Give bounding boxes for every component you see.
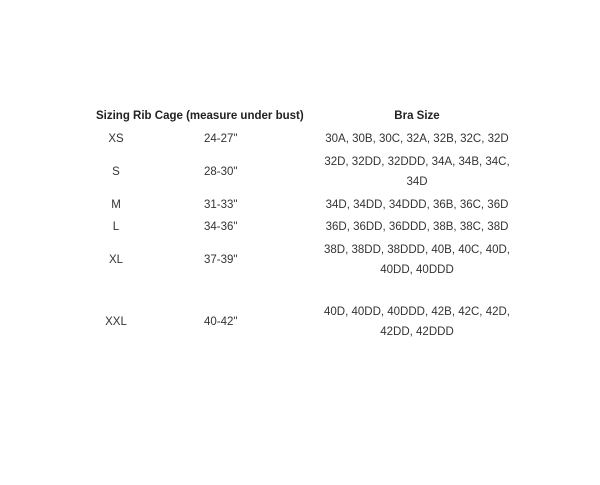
size-chart-table: [96, 104, 524, 344]
bra-size-cell: 32D, 32DD, 32DDD, 34A, 34B, 34C, 34D: [324, 156, 510, 188]
rib-cage-cell: 34-36": [204, 221, 238, 233]
rib-cage-cell: 28-30": [204, 166, 238, 178]
size-cell: M: [111, 199, 121, 211]
table-row: [96, 128, 524, 150]
bra-size-cell: 38D, 38DD, 38DDD, 40B, 40C, 40D, 40DD, 40DDD: [323, 244, 510, 276]
table-row: [96, 194, 524, 216]
rib-cage-cell: 40-42": [204, 316, 238, 328]
table-row: [96, 300, 524, 344]
bra-size-cell: 40D, 40DD, 40DDD, 42B, 42C, 42D, 42DD, 42DDD: [323, 306, 510, 338]
bra-size-cell: 36D, 36DD, 36DDD, 38B, 38C, 38D: [325, 221, 509, 233]
table-row: [96, 150, 524, 194]
size-cell: L: [112, 221, 120, 233]
bra-size-cell: 30A, 30B, 30C, 32A, 32B, 32C, 32D: [325, 133, 509, 145]
rib-cage-cell: 24-27": [204, 133, 238, 145]
table-body: [96, 128, 524, 344]
size-cell: XXL: [105, 316, 127, 328]
size-cell: XS: [108, 133, 124, 145]
bra-size-cell: 34D, 34DD, 34DDD, 36B, 36C, 36D: [325, 199, 509, 211]
table-row: [96, 238, 524, 282]
sizing-header: Sizing Rib Cage (measure under bust): [96, 110, 304, 122]
rib-cage-cell: 37-39": [204, 254, 238, 266]
size-cell: XL: [108, 254, 124, 266]
table-row: [96, 216, 524, 238]
rib-cage-cell: 31-33": [204, 199, 238, 211]
table-header: [96, 104, 524, 128]
bra-size-header: Bra Size: [394, 110, 440, 122]
size-cell: S: [112, 166, 120, 178]
spacer-row: [96, 282, 524, 300]
header-row: [96, 104, 524, 128]
